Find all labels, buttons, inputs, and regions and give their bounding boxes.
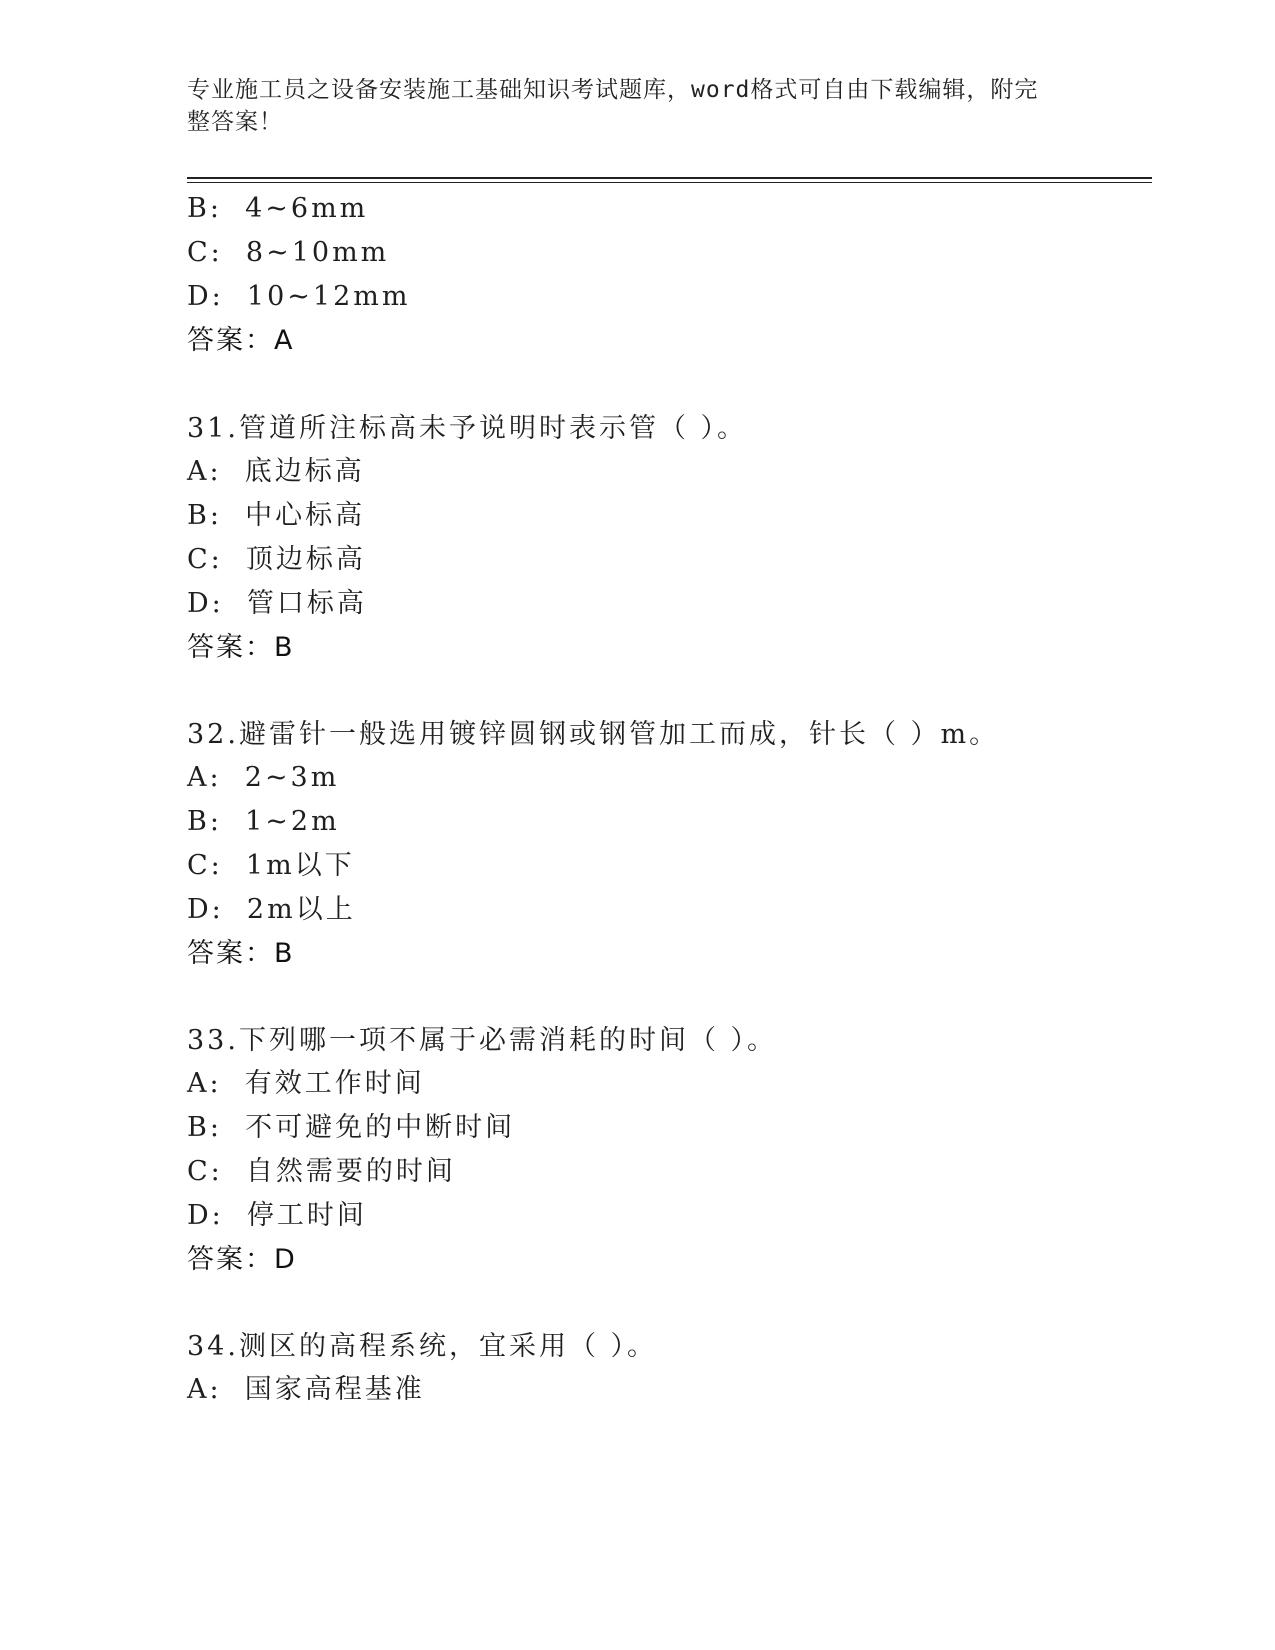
option-b: B: 1~2m — [187, 806, 340, 837]
answer-line: 答案：A — [187, 325, 295, 356]
question-stem: 32.避雷针一般选用镀锌圆钢或钢管加工而成，针长（ ）m。 — [187, 719, 1000, 750]
header-line-1: 专业施工员之设备安装施工基础知识考试题库，word格式可自由下载编辑，附完 — [187, 77, 1039, 103]
option-a: A: 国家高程基准 — [187, 1374, 425, 1405]
option-d: D: 2m以上 — [187, 894, 356, 925]
option-c: C: 自然需要的时间 — [187, 1156, 456, 1187]
option-a: A: 2~3m — [187, 762, 340, 793]
answer-line: 答案：B — [187, 632, 295, 663]
option-c: C: 1m以下 — [187, 850, 355, 881]
header-divider-top — [187, 177, 1152, 179]
option-a: A: 底边标高 — [187, 456, 365, 487]
answer-line: 答案：D — [187, 1244, 297, 1275]
page-header — [187, 74, 1087, 138]
answer-line: 答案：B — [187, 938, 295, 969]
question-stem: 34.测区的高程系统，宜采用（ ）。 — [187, 1331, 658, 1362]
header-divider-bottom — [187, 182, 1152, 183]
option-b: B: 4~6mm — [187, 193, 369, 224]
option-b: B: 不可避免的中断时间 — [187, 1112, 516, 1143]
option-c: C: 8~10mm — [187, 237, 390, 268]
option-a: A: 有效工作时间 — [187, 1068, 425, 1099]
option-d: D: 10~12mm — [187, 281, 411, 312]
option-c: C: 顶边标高 — [187, 544, 366, 575]
question-stem: 31.管道所注标高未予说明时表示管（ ）。 — [187, 413, 748, 444]
option-d: D: 管口标高 — [187, 588, 367, 619]
header-line-2: 整答案！ — [187, 109, 283, 135]
option-d: D: 停工时间 — [187, 1200, 367, 1231]
question-stem: 33.下列哪一项不属于必需消耗的时间（ ）。 — [187, 1025, 778, 1056]
option-b: B: 中心标高 — [187, 500, 366, 531]
